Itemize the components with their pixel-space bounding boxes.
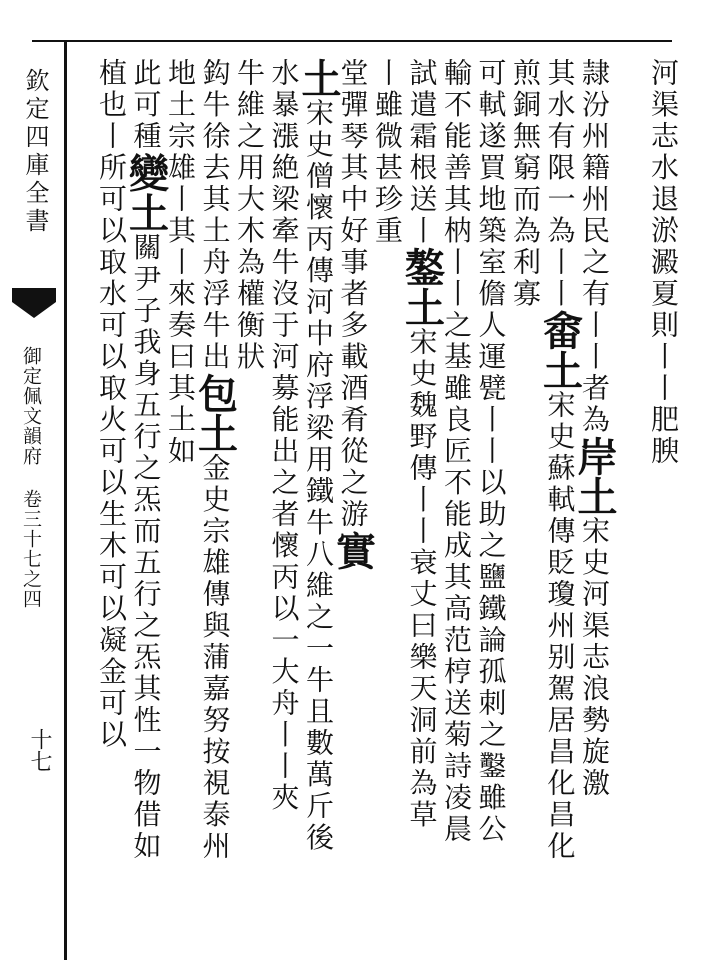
subtitle-text: 御定佩文韻府 bbox=[20, 346, 42, 466]
text-column bbox=[165, 58, 195, 958]
column-text: 其水有限一為丨丨 bbox=[543, 58, 577, 310]
text-column bbox=[372, 58, 402, 958]
text-column bbox=[398, 58, 446, 958]
margin-border-rule bbox=[64, 40, 67, 960]
column-text: 關尹子我身五行之炁而五行之炁其性一物借如 bbox=[129, 232, 163, 863]
text-column bbox=[476, 58, 506, 958]
text-column bbox=[329, 58, 377, 958]
column-text: 植也 bbox=[95, 58, 128, 121]
column-text: 宋史僧懷丙傳河中府浮梁用鐵牛八維之一牛且數萬斤後 bbox=[302, 98, 335, 854]
column-text: 金史宗雄傳與蒲嘉努按視泰州 bbox=[198, 453, 232, 863]
column-text: 煎銅無窮而為利寡 bbox=[509, 58, 542, 310]
column-text: 丨雖微甚珍重 bbox=[371, 58, 404, 247]
column-text: 宋史河渠志浪勢旋激 bbox=[578, 516, 611, 800]
column-text: 鈎牛徐去其土舟浮牛出 bbox=[198, 58, 232, 373]
column-text: 堂彈琴其中好事者多載酒肴從之游 bbox=[336, 58, 370, 531]
entry-head: 包土 bbox=[191, 373, 239, 453]
entry-head: 實 bbox=[329, 530, 377, 571]
entry-head: 畬土 bbox=[536, 310, 584, 390]
text-column bbox=[96, 58, 126, 958]
column-text: 宋史魏野傳丨丨衰丈曰樂天洞前為草 bbox=[405, 327, 439, 831]
text-column bbox=[191, 58, 239, 958]
text-column bbox=[234, 58, 264, 958]
text-column bbox=[441, 58, 471, 958]
fishtail-mark-icon bbox=[12, 288, 56, 348]
entry-head: 土 bbox=[295, 58, 342, 98]
text-column bbox=[122, 58, 170, 958]
column-text: 可軾遂買地築室儋人運甓丨丨以助之鹽鐵論孤刺之鑿雖公 bbox=[474, 58, 508, 846]
entry-head: 岸土 bbox=[571, 436, 618, 516]
text-column bbox=[510, 58, 540, 958]
book-subtitle bbox=[18, 346, 45, 609]
column-text: 水暴漲絶梁牽牛沒于河募能出之者懷丙以一大舟丨丨夾 bbox=[267, 58, 301, 814]
page-number: 十七 bbox=[27, 728, 52, 772]
column-text: 此可種 bbox=[129, 58, 163, 153]
text-column bbox=[648, 58, 678, 958]
top-border-rule bbox=[32, 40, 672, 42]
volume-text: 卷三十七之四 bbox=[20, 489, 42, 609]
column-text: 牛維之用大木為權衡狀 bbox=[233, 58, 266, 373]
entry-head: 鏊土 bbox=[398, 247, 446, 327]
column-text: 隷汾州籍州民之有丨丨者為 bbox=[578, 58, 611, 436]
column-text: 丨所可以取水可以取火可以生木可以凝金可以 bbox=[95, 121, 128, 751]
column-text: 地土宗雄丨其丨來奏曰其土如 bbox=[164, 58, 197, 468]
text-column bbox=[536, 58, 584, 958]
entry-head: 變土 bbox=[122, 152, 170, 233]
text-column bbox=[295, 58, 342, 958]
column-text: 試遣霜根送丨 bbox=[405, 58, 439, 247]
text-column bbox=[614, 58, 644, 958]
page-margin bbox=[10, 48, 58, 948]
text-column bbox=[269, 58, 299, 958]
column-text: 河渠志水退淤澱夏則丨丨肥腴 bbox=[647, 58, 680, 468]
book-title: 欽定四庫全書 bbox=[21, 68, 49, 236]
column-text: 宋史蘇軾傳貶瓊州别駕居昌化昌化 bbox=[543, 390, 577, 863]
text-column bbox=[571, 58, 618, 958]
column-text: 輸不能善其枘丨丨之基雖良匠不能成其高范梈送菊詩凌晨 bbox=[440, 58, 473, 846]
